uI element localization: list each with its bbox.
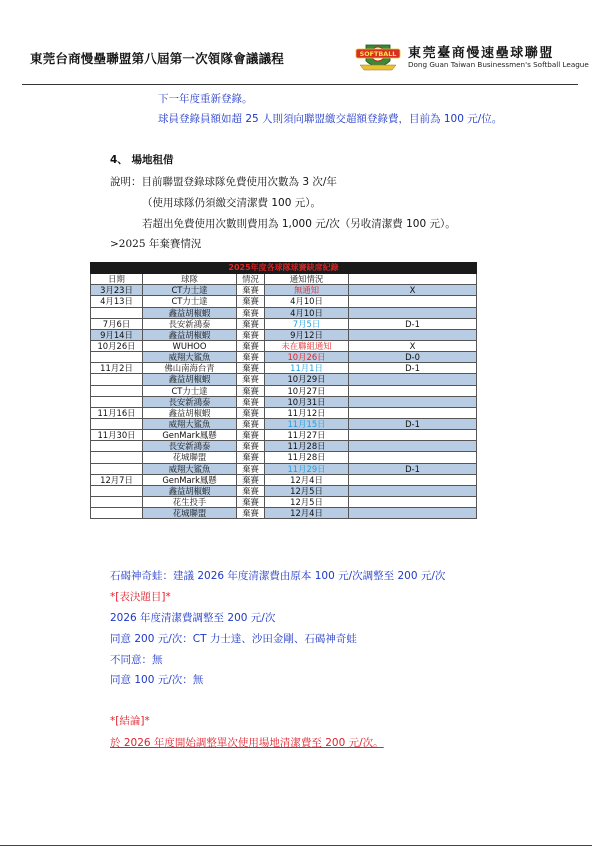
cell-notice: 4月10日 (265, 307, 349, 318)
cell-notice: 11月15日 (265, 418, 349, 429)
cell-team: GenMark鳳懸 (143, 430, 237, 441)
cell-mark: D-1 (349, 318, 477, 329)
cell-status: 棄賽 (237, 352, 265, 363)
section-4-description-2: （使用球隊仍須繳交清潔費 100 元）。 (142, 197, 321, 209)
cell-status: 棄賽 (237, 430, 265, 441)
cell-date (91, 485, 143, 496)
cell-team: CT力士達 (143, 385, 237, 396)
cell-team: 花生投手 (143, 496, 237, 507)
cell-team: 鑫益胡椒蝦 (143, 407, 237, 418)
cell-date (91, 463, 143, 474)
cell-mark: D-0 (349, 352, 477, 363)
cell-notice: 11月27日 (265, 430, 349, 441)
cell-date (91, 418, 143, 429)
cell-team: 威翔大鯊魚 (143, 463, 237, 474)
cell-team: 鑫益胡椒蝦 (143, 329, 237, 340)
table-row (91, 374, 477, 385)
cell-status: 棄賽 (237, 318, 265, 329)
cell-status: 棄賽 (237, 307, 265, 318)
table-row (91, 430, 477, 441)
column-header-mark (349, 274, 477, 285)
cell-mark (349, 296, 477, 307)
table-row (91, 396, 477, 407)
intro-line-2: 球員登錄員額如超 25 人則須向聯盟繳交超額登錄費，目前為 100 元/位。 (158, 113, 503, 125)
cell-mark: D-1 (349, 463, 477, 474)
table-row (91, 474, 477, 485)
cell-mark (349, 496, 477, 507)
cell-mark: X (349, 340, 477, 351)
cell-date (91, 396, 143, 407)
conclusion-label: *[結論]* (110, 715, 150, 727)
cell-team: 鑫益胡椒蝦 (143, 307, 237, 318)
table-row (91, 352, 477, 363)
cell-status: 棄賽 (237, 374, 265, 385)
cell-team: 花城聯盟 (143, 452, 237, 463)
table-row (91, 296, 477, 307)
table-row (91, 318, 477, 329)
cell-mark (349, 374, 477, 385)
cell-notice: 11月28日 (265, 441, 349, 452)
cell-team: 長安新鴻泰 (143, 396, 237, 407)
cell-date (91, 352, 143, 363)
league-name-chinese: 東莞臺商慢速壘球聯盟 (408, 46, 555, 61)
column-header-notice: 通知情況 (265, 274, 349, 285)
league-logo-emblem (354, 39, 402, 73)
cell-mark (349, 407, 477, 418)
conclusion-text: 於 2026 年度開始調整單次使用場地清潔費至 200 元/次。 (110, 737, 384, 749)
vote-disagree: 不同意：無 (110, 654, 163, 666)
cell-notice: 10月27日 (265, 385, 349, 396)
cell-date (91, 385, 143, 396)
cell-team: 長安新鴻泰 (143, 318, 237, 329)
cell-status: 棄賽 (237, 385, 265, 396)
table-row (91, 418, 477, 429)
cell-notice: 未在聯組通知 (265, 340, 349, 351)
page-bottom-edge (0, 845, 592, 846)
section-4-heading: 4、 場地租借 (110, 154, 174, 166)
cell-date (91, 307, 143, 318)
vote-topic: 2026 年度清潔費調整至 200 元/次 (110, 612, 276, 624)
table-row (91, 441, 477, 452)
table-row (91, 508, 477, 519)
league-name-english: Dong Guan Taiwan Businessmen's Softball League (408, 60, 589, 69)
column-header-status: 情況 (237, 274, 265, 285)
cell-notice: 10月31日 (265, 396, 349, 407)
cell-date: 10月26日 (91, 340, 143, 351)
cell-mark (349, 307, 477, 318)
cell-date: 11月16日 (91, 407, 143, 418)
logo-emblem-text: SOFTBALL (359, 50, 397, 59)
cell-mark (349, 430, 477, 441)
cell-team: 鑫益胡椒蝦 (143, 374, 237, 385)
cell-team: 威翔大鯊魚 (143, 352, 237, 363)
table-row (91, 285, 477, 296)
cell-team: GenMark鳳懸 (143, 474, 237, 485)
vote-agree-100: 同意 100 元/次：無 (110, 674, 204, 686)
cell-team: 鑫益胡椒蝦 (143, 485, 237, 496)
header-divider (22, 84, 578, 85)
cell-status: 棄賽 (237, 296, 265, 307)
cell-mark (349, 508, 477, 519)
table-row (91, 340, 477, 351)
cell-team: 長安新鴻泰 (143, 441, 237, 452)
cell-notice: 9月12日 (265, 329, 349, 340)
table-row (91, 307, 477, 318)
cell-status: 棄賽 (237, 340, 265, 351)
cell-notice: 11月1日 (265, 363, 349, 374)
cell-mark (349, 329, 477, 340)
cell-mark (349, 474, 477, 485)
cell-date (91, 496, 143, 507)
cell-status: 棄賽 (237, 496, 265, 507)
cell-date (91, 374, 143, 385)
cell-status: 棄賽 (237, 396, 265, 407)
cell-notice: 無通知 (265, 285, 349, 296)
cell-mark (349, 441, 477, 452)
section-4-description-1: 說明：目前聯盟登錄球隊免費使用次數為 3 次/年 (110, 176, 337, 188)
table-row (91, 329, 477, 340)
cell-date: 12月7日 (91, 474, 143, 485)
cell-status: 棄賽 (237, 441, 265, 452)
cell-notice: 12月4日 (265, 474, 349, 485)
cell-status: 棄賽 (237, 485, 265, 496)
cell-notice: 11月12日 (265, 407, 349, 418)
cell-team: 花城聯盟 (143, 508, 237, 519)
cell-status: 棄賽 (237, 285, 265, 296)
table-row (91, 363, 477, 374)
cell-notice: 10月29日 (265, 374, 349, 385)
forfeit-record-table (90, 262, 477, 519)
cell-mark: X (349, 285, 477, 296)
cell-mark (349, 385, 477, 396)
cell-status: 棄賽 (237, 418, 265, 429)
cell-status: 棄賽 (237, 363, 265, 374)
table-row (91, 463, 477, 474)
section-4-description-3: 若超出免費使用次數則費用為 1,000 元/次（另收清潔費 100 元）。 (142, 218, 456, 230)
table-row (91, 407, 477, 418)
section-4-subheading: >2025 年棄賽情況 (110, 238, 202, 250)
cell-team: 佛山南海台青 (143, 363, 237, 374)
cell-date: 4月13日 (91, 296, 143, 307)
table-row (91, 496, 477, 507)
table-title: 2025年度各球隊球賽缺席紀錄 (91, 263, 477, 274)
cell-notice: 12月5日 (265, 485, 349, 496)
cell-team: CT力士達 (143, 285, 237, 296)
cell-mark (349, 452, 477, 463)
cell-status: 棄賽 (237, 463, 265, 474)
column-header-team: 球隊 (143, 274, 237, 285)
table-title-row (91, 263, 477, 274)
cell-team: 威翔大鯊魚 (143, 418, 237, 429)
table-row (91, 385, 477, 396)
cell-notice: 10月26日 (265, 352, 349, 363)
cell-status: 棄賽 (237, 452, 265, 463)
table-row (91, 485, 477, 496)
cell-notice: 12月4日 (265, 508, 349, 519)
vote-agree-200: 同意 200 元/次：CT 力士達、沙田金剛、石碣神奇蛙 (110, 633, 357, 645)
cell-notice: 4月10日 (265, 296, 349, 307)
cell-mark (349, 485, 477, 496)
cell-mark: D-1 (349, 363, 477, 374)
cell-team: CT力士達 (143, 296, 237, 307)
vote-label: *[表決題目]* (110, 591, 171, 603)
intro-line-1: 下一年度重新登錄。 (158, 93, 253, 105)
cell-date: 7月6日 (91, 318, 143, 329)
cell-status: 棄賽 (237, 508, 265, 519)
cell-status: 棄賽 (237, 329, 265, 340)
cell-date (91, 452, 143, 463)
cell-date: 3月23日 (91, 285, 143, 296)
cell-date (91, 441, 143, 452)
cell-status: 棄賽 (237, 407, 265, 418)
cell-date: 11月30日 (91, 430, 143, 441)
cell-date: 9月14日 (91, 329, 143, 340)
cell-mark: D-1 (349, 418, 477, 429)
cell-notice: 7月5日 (265, 318, 349, 329)
cell-notice: 11月29日 (265, 463, 349, 474)
cell-team: WUHOO (143, 340, 237, 351)
column-header-date: 日期 (91, 274, 143, 285)
cell-notice: 11月28日 (265, 452, 349, 463)
table-header-row (91, 274, 477, 285)
document-title: 東莞台商慢壘聯盟第八屆第一次領隊會議議程 (30, 51, 285, 66)
cell-mark (349, 396, 477, 407)
proposal-suggestion: 石碣神奇蛙：建議 2026 年度清潔費由原本 100 元/次調整至 200 元/次 (110, 570, 446, 582)
table-row (91, 452, 477, 463)
cell-notice: 12月5日 (265, 496, 349, 507)
cell-status: 棄賽 (237, 474, 265, 485)
cell-date (91, 508, 143, 519)
cell-date: 11月2日 (91, 363, 143, 374)
